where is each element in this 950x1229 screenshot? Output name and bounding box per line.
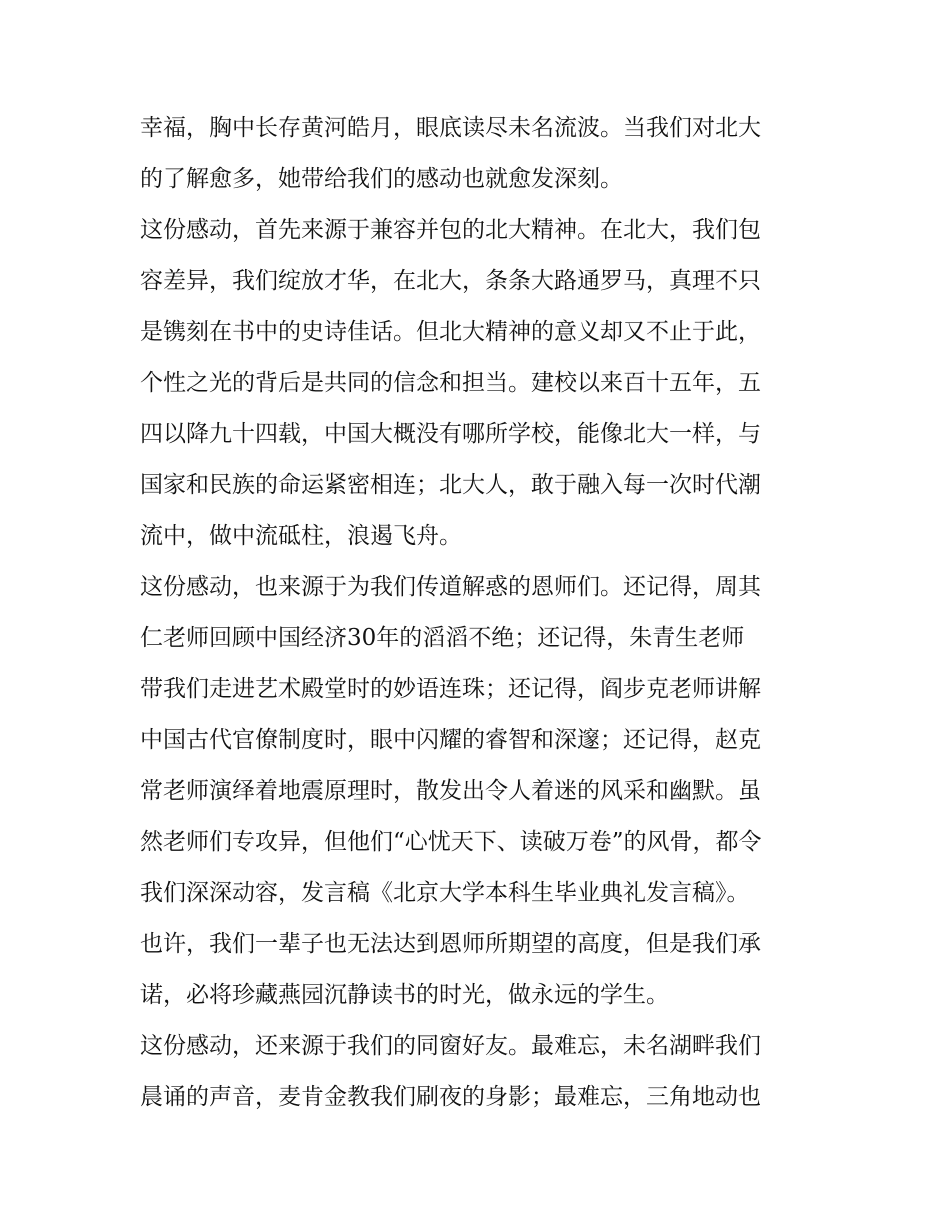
text-line: 幸福，胸中长存黄河皓月，眼底读尽未名流波。当我们对北大	[140, 115, 761, 141]
document-body	[140, 103, 820, 1123]
text-line: 这份感动，也来源于为我们传道解惑的恩师们。还记得，周其	[140, 574, 761, 600]
text-line: 也许，我们一辈子也无法达到恩师所期望的高度，但是我们承	[140, 931, 761, 957]
text-line: 国家和民族的命运紧密相连；北大人，敢于融入每一次时代潮	[140, 472, 761, 498]
text-line: 容差异，我们绽放才华，在北大，条条大路通罗马，真理不只	[140, 268, 761, 294]
text-line: 然老师们专攻异，但他们“心忧天下、读破万卷”的风骨，都令	[140, 829, 762, 855]
text-line: 这份感动，还来源于我们的同窗好友。最难忘，未名湖畔我们	[140, 1033, 761, 1059]
text-line: 个性之光的背后是共同的信念和担当。建校以来百十五年，五	[140, 370, 761, 396]
text-line: 的了解愈多，她带给我们的感动也就愈发深刻。	[140, 166, 623, 192]
text-line: 仁老师回顾中国经济30年的滔滔不绝；还记得，朱青生老师	[140, 625, 745, 651]
text-line: 中国古代官僚制度时，眼中闪耀的睿智和深邃；还记得，赵克	[140, 727, 761, 753]
text-line: 诺，必将珍藏燕园沉静读书的时光，做永远的学生。	[140, 982, 669, 1008]
text-line: 是镌刻在书中的史诗佳话。但北大精神的意义却又不止于此，	[140, 319, 761, 345]
text-line: 带我们走进艺术殿堂时的妙语连珠；还记得，阎步克老师讲解	[140, 676, 761, 702]
text-line: 流中，做中流砥柱，浪遏飞舟。	[140, 523, 462, 549]
text-line: 我们深深动容，发言稿《北京大学本科生毕业典礼发言稿》。	[140, 880, 750, 906]
text-line: 这份感动，首先来源于兼容并包的北大精神。在北大，我们包	[140, 217, 761, 243]
text-line: 四以降九十四载，中国大概没有哪所学校，能像北大一样，与	[140, 421, 761, 447]
text-line: 晨诵的声音，麦肯金教我们刷夜的身影；最难忘，三角地动也	[140, 1084, 761, 1110]
text-line: 常老师演绎着地震原理时，散发出令人着迷的风采和幽默。虽	[140, 778, 761, 804]
